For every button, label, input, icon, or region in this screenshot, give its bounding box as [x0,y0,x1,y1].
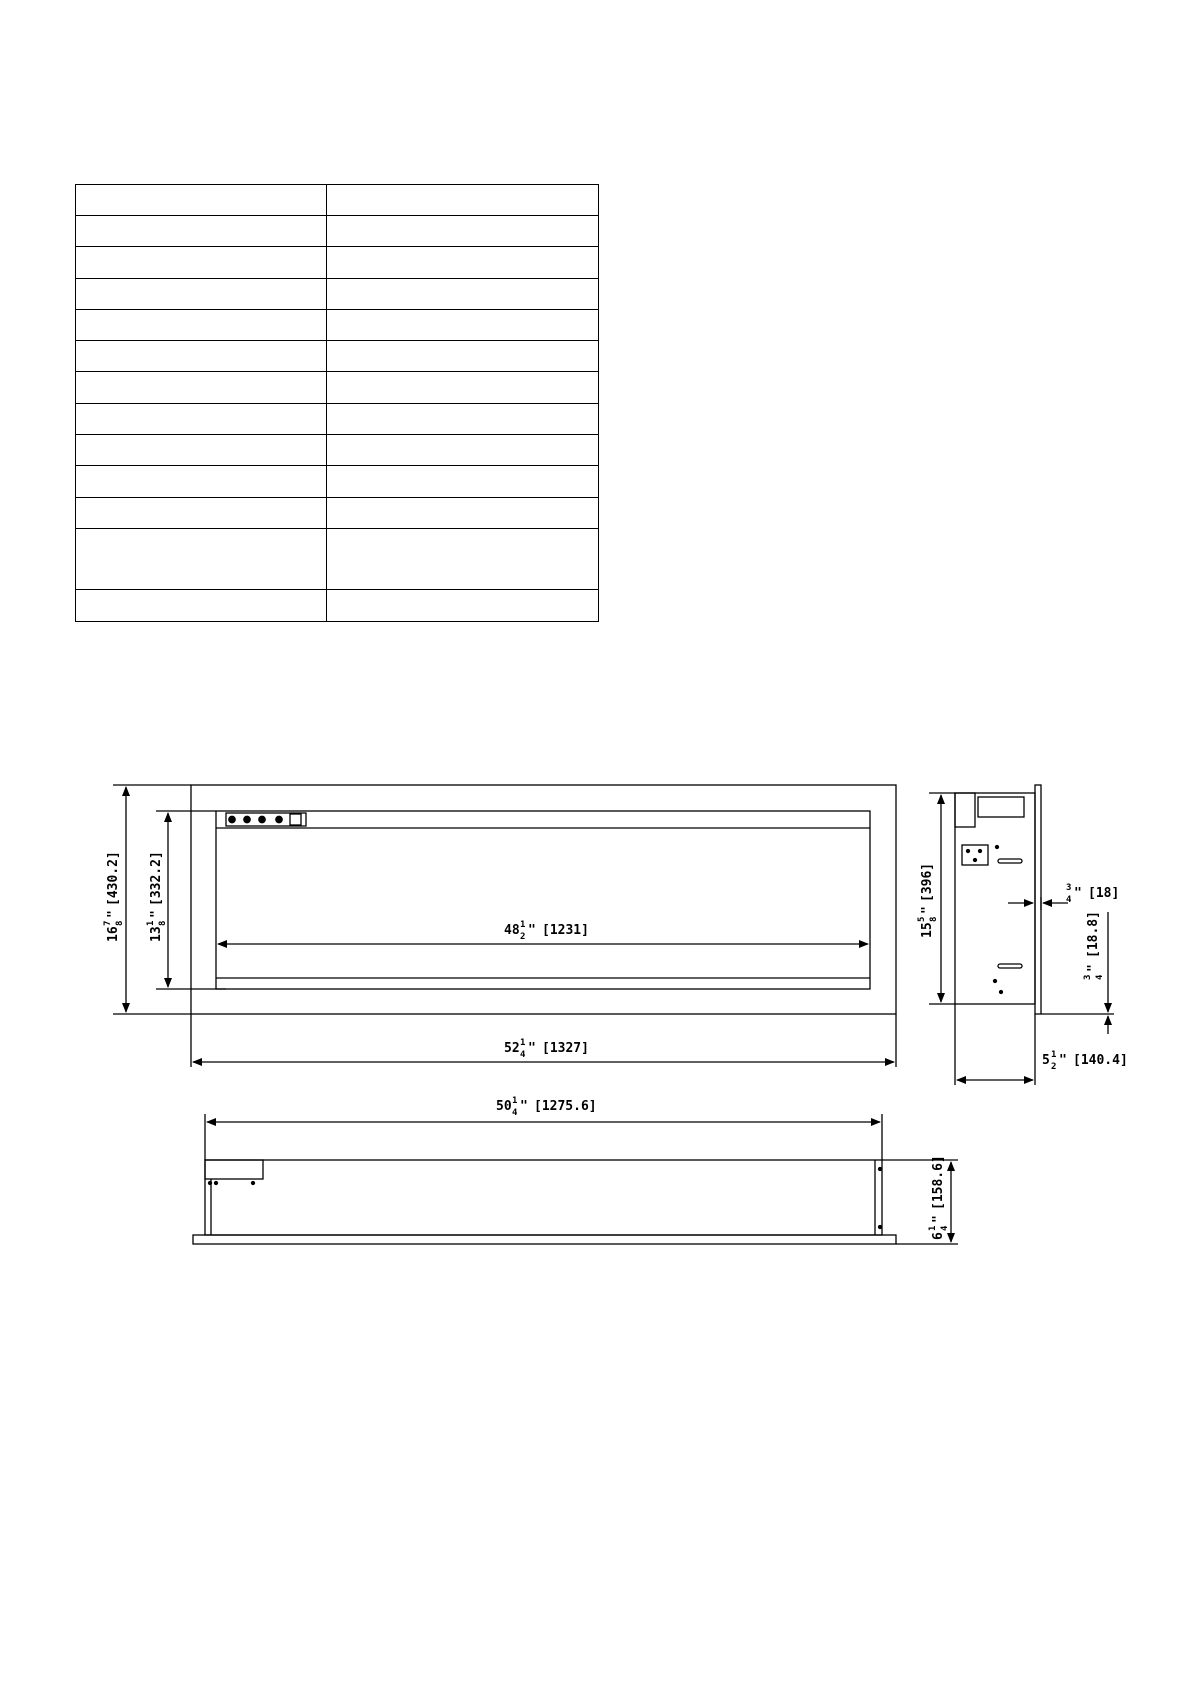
svg-text:3: 3 [1066,883,1072,893]
svg-text:1: 1 [520,1038,526,1048]
dim-front-opening-height [146,851,168,942]
svg-text:[332.2]: [332.2] [149,851,164,906]
top-view [193,1114,958,1244]
svg-text:50: 50 [496,1099,512,1114]
svg-text:[1231]: [1231] [542,923,589,938]
dim-front-overall-width [504,1038,589,1060]
svg-text:": " [528,923,536,938]
dim-top-depth [928,1155,950,1240]
svg-text:2: 2 [520,932,526,942]
svg-text:[140.4]: [140.4] [1073,1053,1128,1068]
svg-text:[1327]: [1327] [542,1041,589,1056]
side-front-flange [1035,785,1041,1014]
svg-text:8: 8 [929,916,939,922]
svg-text:[18]: [18] [1088,886,1120,901]
svg-text:": " [1086,964,1101,972]
svg-text:52: 52 [504,1041,520,1056]
svg-text:4: 4 [1066,895,1072,905]
dim-side-bottom-offset [1083,911,1105,980]
svg-text:[396]: [396] [920,862,935,902]
svg-text:1: 1 [512,1096,518,1106]
control-panel [226,813,306,826]
front-opening [216,811,870,989]
power-switch [290,814,301,825]
svg-text:3: 3 [1083,974,1093,980]
svg-text:": " [520,1099,528,1114]
svg-text:15: 15 [920,922,935,938]
svg-text:4: 4 [520,1050,526,1060]
control-button-4 [276,816,282,822]
svg-text:6: 6 [931,1232,946,1240]
dim-front-overall-height [103,851,125,942]
svg-text:1: 1 [146,920,156,926]
svg-text:4: 4 [1095,974,1105,980]
side-label-panel [978,797,1024,817]
front-outer-frame [191,785,896,1014]
svg-text:[1275.6]: [1275.6] [534,1099,597,1114]
svg-text:8: 8 [158,920,168,926]
svg-text:1: 1 [520,920,526,930]
control-button-1 [229,816,235,822]
svg-text:[18.8]: [18.8] [1086,911,1101,958]
svg-text:4: 4 [940,1225,950,1231]
svg-text:": " [106,910,121,918]
svg-text:13: 13 [149,926,164,942]
svg-text:7: 7 [103,920,113,926]
dim-side-depth [1042,1050,1128,1072]
dim-front-opening-width [504,920,589,942]
svg-text:[430.2]: [430.2] [106,851,121,906]
control-button-3 [259,816,265,822]
svg-text:2: 2 [1051,1062,1057,1072]
side-slot-upper [998,859,1022,863]
dim-side-flange [1066,883,1119,905]
top-front-flange [193,1235,896,1244]
svg-text:4: 4 [512,1108,518,1118]
svg-text:": " [931,1215,946,1223]
control-button-2 [244,816,250,822]
svg-text:1: 1 [928,1225,938,1231]
svg-text:": " [1074,886,1082,901]
top-control-box [205,1160,263,1179]
dim-side-height [917,863,939,938]
svg-text:": " [149,910,164,918]
side-slot-lower [998,964,1022,968]
top-body [205,1160,882,1235]
control-panel-box [226,813,306,826]
svg-text:5: 5 [917,916,927,922]
svg-text:": " [528,1041,536,1056]
svg-text:[158.6]: [158.6] [931,1155,946,1210]
svg-text:": " [1059,1053,1067,1068]
side-body [955,793,1035,1004]
svg-text:16: 16 [106,926,121,942]
side-top-block [955,793,975,827]
svg-text:": " [920,906,935,914]
svg-text:5: 5 [1042,1053,1050,1068]
svg-text:48: 48 [504,923,520,938]
dim-top-width [496,1096,597,1118]
svg-text:8: 8 [115,920,125,926]
svg-text:1: 1 [1051,1050,1057,1060]
